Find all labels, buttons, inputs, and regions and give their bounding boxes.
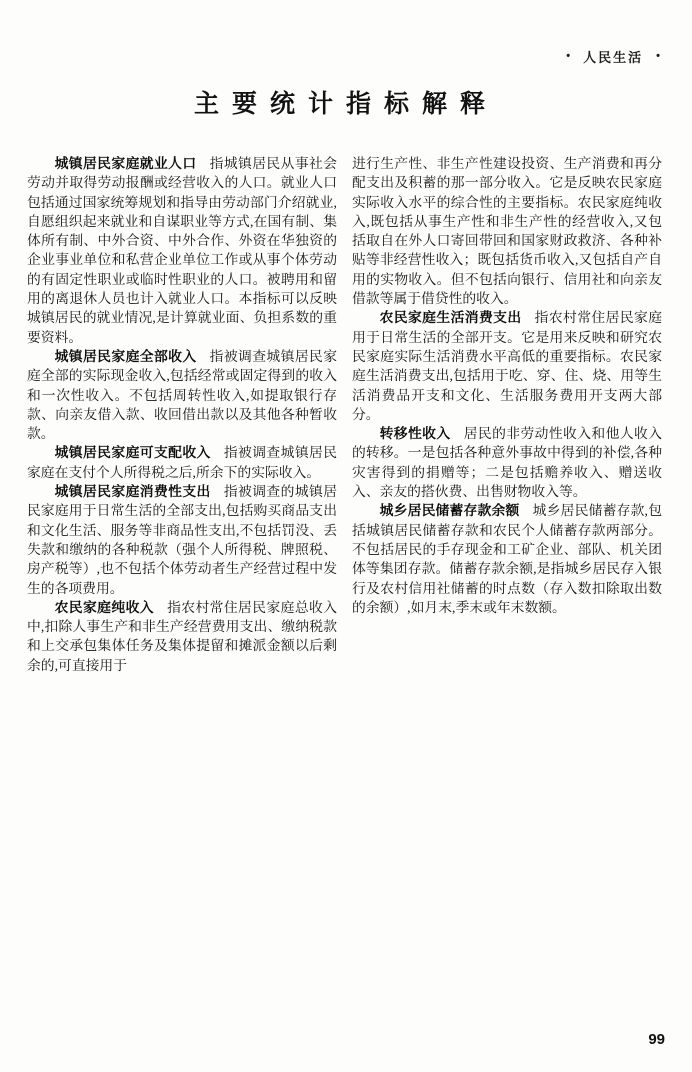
- page-number: 99: [648, 1031, 665, 1048]
- term-heading: 农民家庭生活消费支出: [379, 310, 522, 326]
- paragraph-transfer-income: [352, 424, 662, 501]
- paragraph-body: 指农村常住居民家庭用于日常生活的全部开支。它是用来反映和研究农民家庭实际生活消费水平高低的重要指标。农民家庭生活消费支出,包括用于吃、穿、住、烧、用等生活消费品开支和文化、生活服务费用开支两大部分。: [352, 310, 663, 422]
- paragraph-rural-living-expenditure: [352, 308, 662, 424]
- paragraph-rural-net-income: [27, 598, 337, 675]
- paragraph-body: 指城镇居民从事社会劳动并取得劳动报酬或经营收入的人口。就业人口包括通过国家统筹规划和指导由劳动部门介绍就业,自愿组织起来就业和自谋职业等方式,在国有制、集体所有制、中外合资、中外合作、外资在华独资的企业事业单位和私营企业单位工作或从事个体劳动的有固定性职业或临时性职业的人口。被聘用和留用的离退休人员也计入就业人口。本指标可以反映城镇居民的就业情况,是计算就业面、负担系数的重要资料。: [27, 156, 338, 345]
- paragraph-savings-deposit-balance: [352, 501, 662, 617]
- term-heading: 城镇居民家庭可支配收入: [54, 445, 211, 461]
- page-title: 主要统计指标解释: [193, 90, 498, 118]
- left-column: [27, 154, 337, 675]
- paragraph-disposable-income: [27, 443, 337, 482]
- paragraph-total-income: [27, 347, 337, 443]
- header-bullet-left-icon: •: [566, 50, 571, 62]
- right-column: [352, 154, 662, 675]
- paragraph-body: 居民的非劳动性收入和他人收入的转移。一是包括各种意外事故中得到的补偿,各种灾害得到的捐赠等；二是包括赡养收入、赠送收入、亲友的搭伙费、出售财物收入等。: [352, 426, 663, 500]
- term-heading: 农民家庭纯收入: [54, 599, 154, 615]
- paragraph-body: 指被调查城镇居民家庭全部的实际现金收入,包括经常或固定得到的收入和一次性收入。不包括周转性收入,如提取银行存款、向亲友借入款、收回借出款以及其他各种暂收款。: [27, 348, 338, 442]
- term-heading: 城乡居民储蓄存款余额: [379, 503, 520, 519]
- term-heading: 转移性收入: [379, 426, 451, 442]
- term-heading: 城镇居民家庭消费性支出: [54, 484, 211, 500]
- running-header-label: 人民生活: [583, 50, 644, 65]
- paragraph-rural-net-income-continued: [352, 154, 662, 308]
- paragraph-body: 城乡居民储蓄存款,包括城镇居民储蓄存款和农民个人储蓄存款两部分。不包括居民的手存现金和工矿企业、部队、机关团体等集团存款。储蓄存款余额,是指城乡居民存入银行及农村信用社储蓄的时点数（存入数扣除取出数的余额）,如月末,季末或年末数额。: [352, 503, 662, 615]
- running-header: [566, 47, 660, 66]
- paragraph-body: 指被调查城镇居民家庭在支付个人所得税之后,所余下的实际收入。: [27, 445, 338, 480]
- paragraph-body: 进行生产性、非生产性建设投资、生产消费和再分配支出及积蓄的那一部分收入。它是反映农民家庭实际收入水平的综合性的主要指标。农民家庭纯收入,既包括从事生产性和非生产性的经营收入,又包括取自在外人口寄回带回和国家财政救济、各种补贴等非经营性收入；既包括货币收入,又包括自产自用的实物收入。但不包括向银行、信用社和向亲友借款等属于借贷性的收入。: [352, 156, 662, 307]
- text-columns: [27, 154, 662, 675]
- term-heading: 城镇居民家庭就业人口: [54, 156, 197, 171]
- term-heading: 城镇居民家庭全部收入: [54, 348, 197, 364]
- paragraph-body: 指农村常住居民家庭总收入中,扣除人事生产和非生产经营费用支出、缴纳税款和上交承包集体任务及集体提留和摊派金额以后剩余的,可直接用于: [27, 599, 338, 673]
- paragraph-body: 指被调查的城镇居民家庭用于日常生活的全部支出,包括购买商品支出和文化生活、服务等非商品性支出,不包括罚没、丢失款和缴纳的各种税款（强个人所得税、牌照税、房产税等）,也不包括个体劳动者生产经营过程中发生的各项费用。: [27, 484, 338, 596]
- paragraph-consumption-expenditure: [27, 482, 337, 598]
- paragraph-employed-population: [27, 154, 337, 347]
- header-bullet-right-icon: •: [656, 50, 660, 62]
